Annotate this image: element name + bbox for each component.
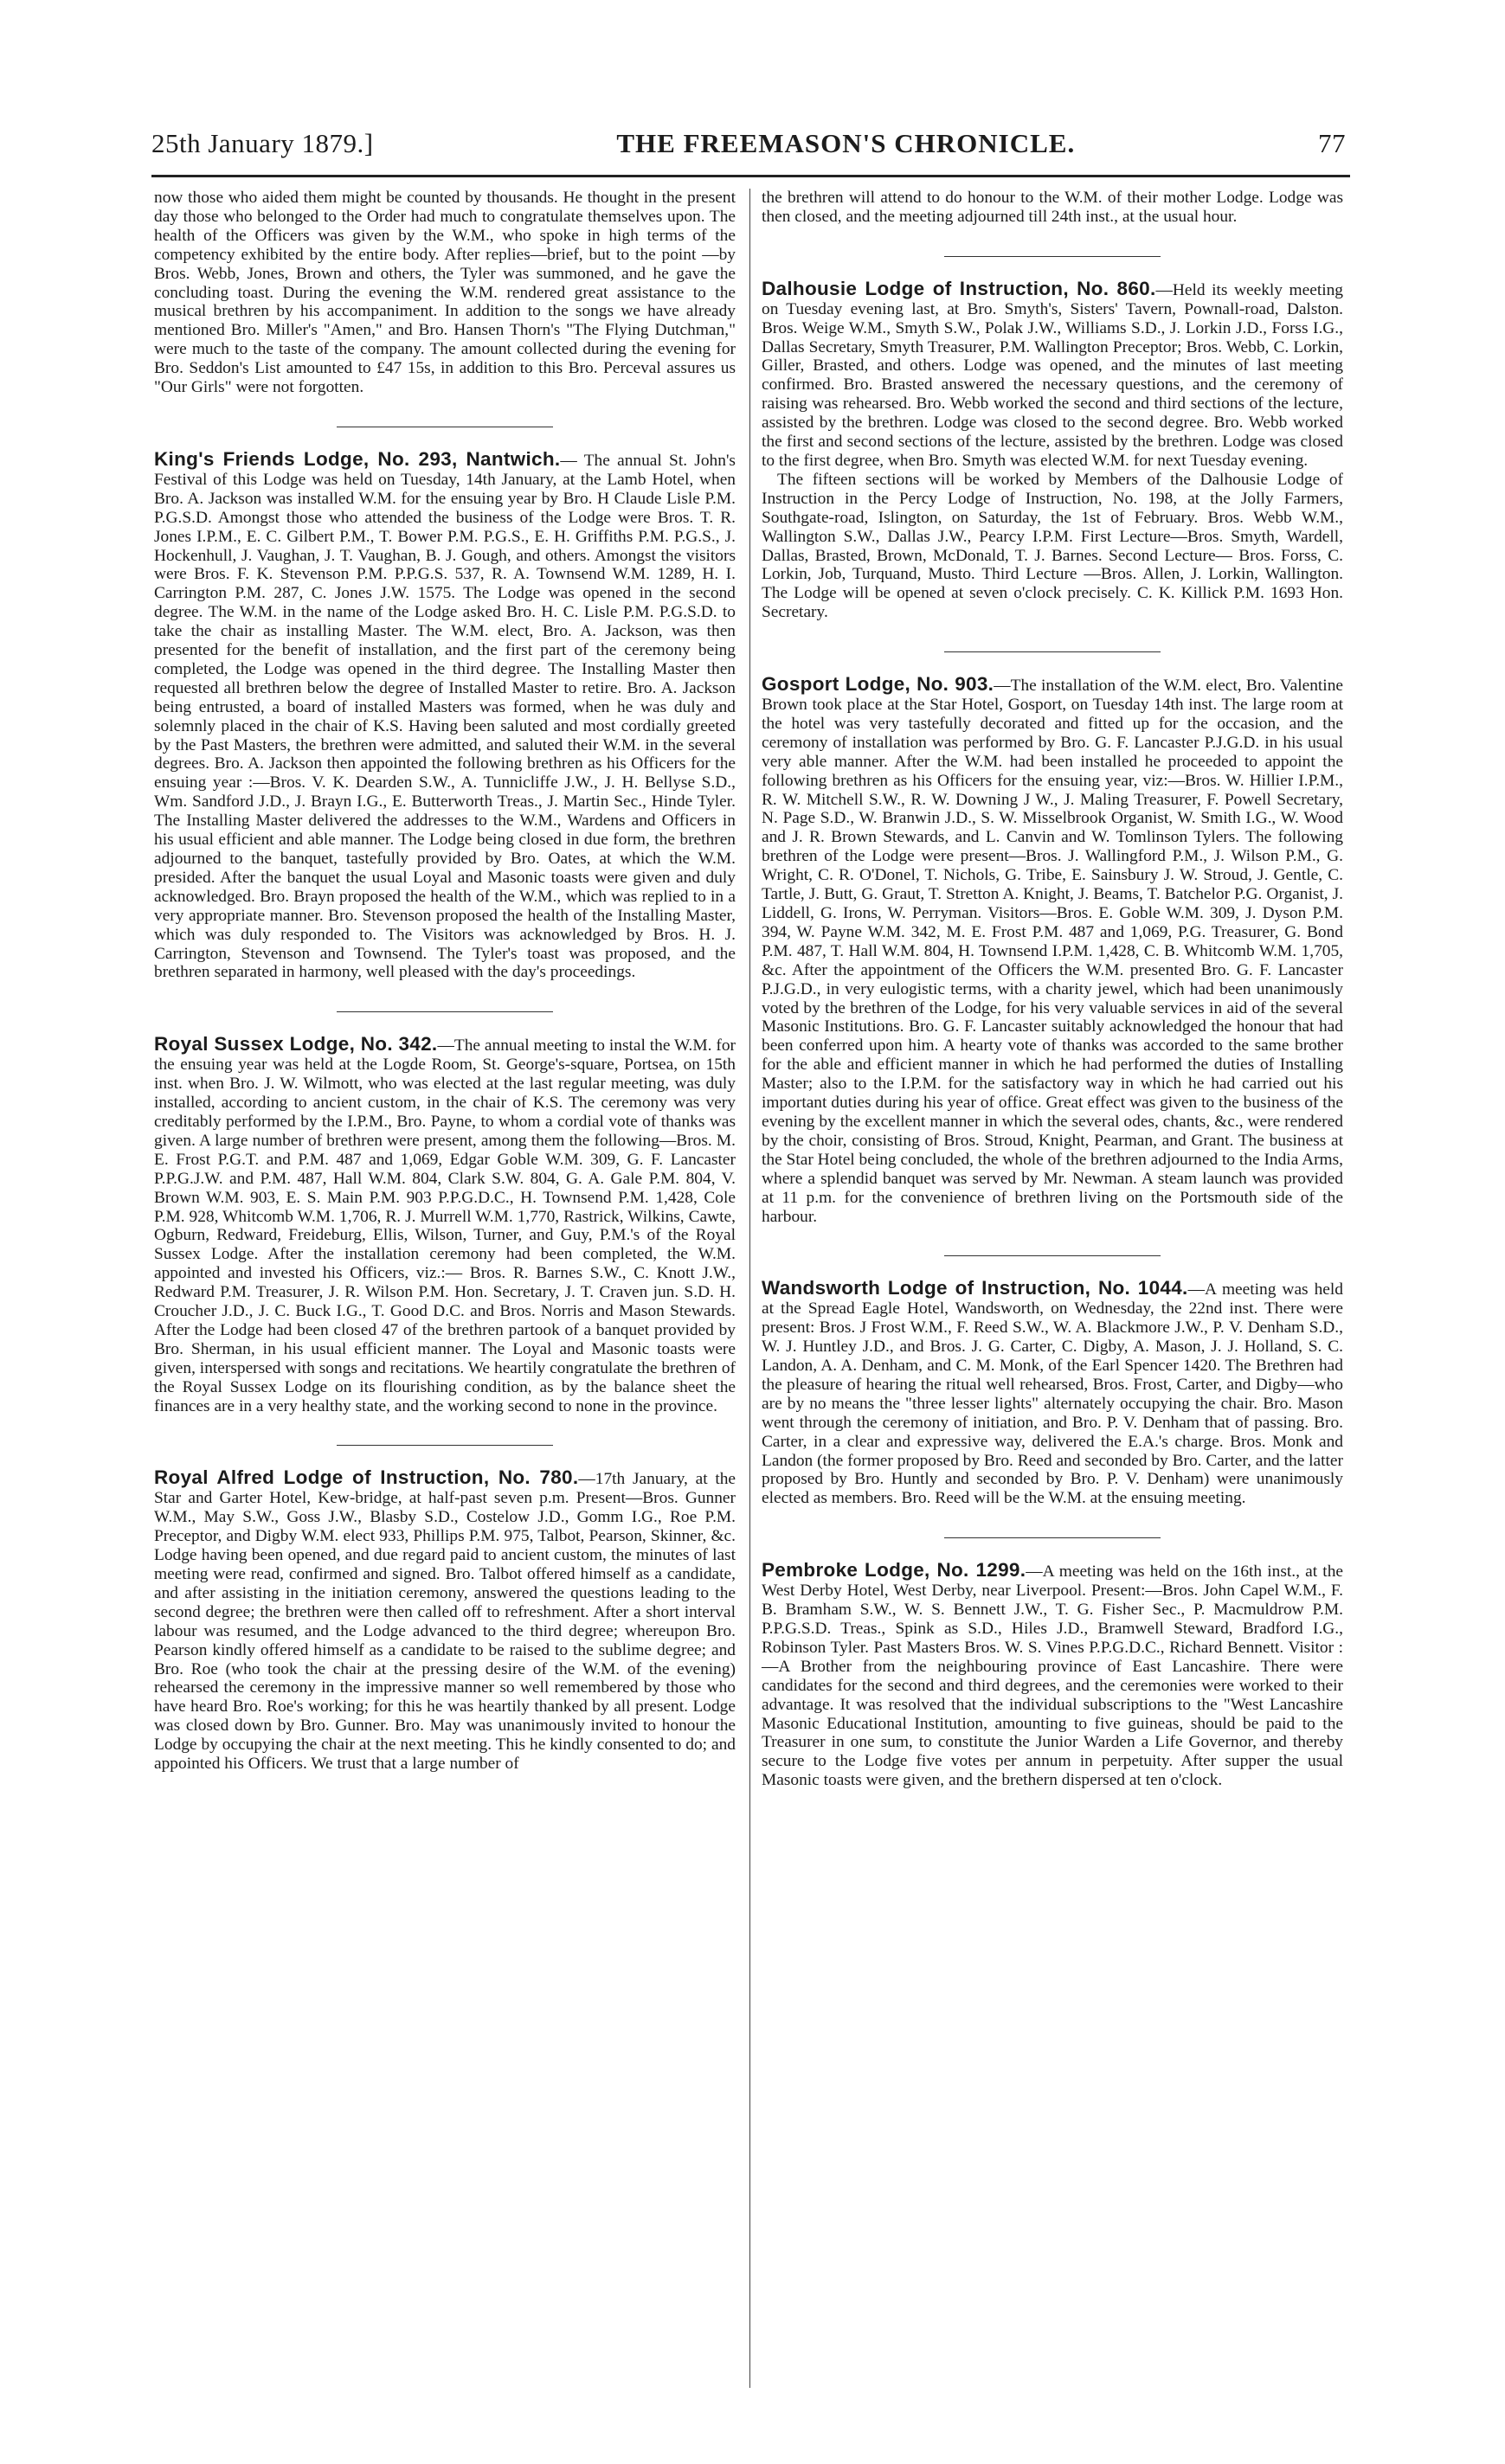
article-title: Royal Alfred Lodge of Instruction, No. 780. xyxy=(154,1466,579,1489)
header-date: 25th January 1879.] xyxy=(151,128,374,158)
article-separator xyxy=(944,1537,1161,1538)
article-separator xyxy=(337,1011,553,1012)
article-body: —A meeting was held at the Spread Eagle Hotel, Wandsworth, on Wednesday, the 22nd inst. There were present: Bros. J Frost W.M., F. Reed S.W., W. A. Blackmore J.W., P. V. Denham S.D., W. J. Huntley J.D., and Bros. J. G. Carter, C. Digby, A. Mason, J. J. Holland, S. C. Landon, A. A. Denham, and C. M. Monk, of the Earl Spencer 1420. The Brethren had the pleasure of hearing the ritual well rehearsed, Bros. Frost, Carter, and Digby—who are by no means the "three lesser lights" alternately occupying the chair. Bro. Mason went through the ceremony of initiation, and Bro. P. V. Denham that of passing. Bro. Carter, in a clear and expressive way, delivered the E.A.'s charge. Bros. Monk and Landon (the former proposed by Bro. Reed and seconded by Bro. Carter, and the latter proposed by Bro. Huntly and seconded by Bro. P. V. Denham) were unanimously elected as members. Bro. Reed will be the W.M. at the ensuing meeting. xyxy=(762,1280,1343,1508)
right-column xyxy=(762,189,1343,1790)
article-title: Gosport Lodge, No. 903. xyxy=(762,673,994,696)
article-title: King's Friends Lodge, No. 293, Nantwich. xyxy=(154,447,561,470)
article-body: —The installation of the W.M. elect, Bro. Valentine Brown took place at the Star Hotel, Gosport, on Tuesday 14th inst. The large room at the hotel was very tastefully decorated and fitted up for the occasion, and the ceremony of installation was performed by Bro. G. F. Lancaster P.J.G.D. in his usual very able manner. After the W.M. had been installed he proceeded to appoint the following brethren as his Officers for the ensuing year, viz:—Bros. W. Hillier I.P.M., R. W. Mitchell S.W., R. W. Downing J W., J. Maling Treasurer, F. Powell Secretary, N. Page S.D., W. Branwin J.D., S. W. Misselbrook Organist, W. Smith I.G., W. Wood and J. R. Brown Stewards, and L. Canvin and W. Tomlinson Tylers. The following brethren of the Lodge were present—Bros. J. Wallingford P.M., J. Wilson P.M., G. Wright, C. R. O'Donel, T. Nichols, G. Tribe, E. Sainsbury J. W. Stroud, J. Gentle, C. Tartle, J. Butt, G. Graut, T. Stretton A. Knight, J. Beams, T. Batchelor P.G. Organist, J. Liddell, G. Irons, W. Perryman. Visitors—Bros. E. Goble W.M. 309, J. Dyson P.M. 394, W. Payne W.M. 342, M. E. Frost P.M. 487 and 1,069, P.G. Treasurer, G. Bond P.M. 487, T. Hall W.M. 804, H. Townsend I.P.M. 1,428, C. B. Whitcomb W.M. 1,705, &c. After the appointment of the Officers the W.M. presented Bro. G. F. Lancaster P.J.G.D., in very eulogistic terms, with a charity jewel, which had been unanimously voted by the brethren of the Lodge, for his very valuable services in aid of the several Masonic Institutions. Bro. G. F. Lancaster suitably acknowledged the honour that had been conferred upon him. A hearty vote of thanks was accorded to the same brother for the able and efficient manner in which he had performed the duties of Installing Master; also to the I.P.M. for the satisfactory way in which he had carried out his important duties during his year of office. Great effect was given to the business of the evening by the excellent manner in which the several odes, chants, &c., were rendered by the choir, consisting of Bros. Stroud, Knight, Pearman, and Grant. The business at the Star Hotel being concluded, the whole of the brethren adjourned to the India Arms, where a splendid banquet was served by Mr. Newman. A steam launch was provided at 11 p.m. for the convenience of brethren living on the Portsmouth side of the harbour. xyxy=(762,677,1344,1226)
article-title: Pembroke Lodge, No. 1299. xyxy=(762,1559,1026,1582)
article-separator xyxy=(337,1445,553,1446)
article-body: —The annual meeting to instal the W.M. for the ensuing year was held at the Logde Room, St. George's-square, Portsea, on 15th inst. when Bro. J. W. Wilmott, who was elected at the last regular meeting, was duly installed, according to ancient custom, in the chair of K.S. The ceremony was very creditably performed by the I.P.M., Bro. Payne, to whom a cordial vote of thanks was given. A large number of brethren were present, among them the following—Bros. M. E. Frost P.G.T. and P.M. 487 and 1,069, Edgar Goble W.M. 309, G. F. Lancaster P.P.G.J.W. and P.M. 487, Hall W.M. 804, Clark S.W. 804, G. A. Gale P.M. 804, V. Brown W.M. 903, E. S. Main P.M. 903 P.P.G.D.C., H. Townsend P.M. 1,428, Cole P.M. 928, Whitcomb W.M. 1,706, R. J. Murrell W.M. 1,770, Rastrick, Wilkins, Cawte, Ogburn, Redward, Freideburg, Ellis, Wilson, Turner, and Guy, P.M.'s of the Royal Sussex Lodge. After the installation ceremony had been completed, the W.M. appointed and invested his Officers, viz.:— Bros. R. Barnes S.W., C. Knott J.W., Redward P.M. Treasurer, J. R. Wilson P.M. Hon. Secretary, J. T. Craven jun. S.D. H. Croucher J.D., J. C. Buck I.G., T. Good D.C. and Bros. Norris and Mason Stewards. After the Lodge had been closed 47 of the brethren partook of a banquet provided by Bro. Sherman, in his usual efficient manner. The Loyal and Masonic toasts were given, interspersed with songs and recitations. We heartily congratulate the brethren of the Royal Sussex Lodge on its flourishing condition, as by the balance sheet the finances are in a very healthy state, and the working second to none in the province. xyxy=(154,1036,736,1415)
continued-text: now those who aided them might be counted by thousands. He thought in the present day those who belonged to the Order had much to congratulate themselves upon. The health of the Officers was given by the W.M., who spoke in high terms of the competency exhibited by the entire body. After replies—brief, but to the point —by Bros. Webb, Jones, Brown and others, the Tyler was summoned, and he gave the concluding toast. During the evening the W.M. rendered great assistance to the musical brethren by his accompaniment. In addition to the songs we have already mentioned Bro. Miller's "Amen," and Bro. Hansen Thorn's "The Flying Dutchman," were much to the taste of the company. The amount collected during the evening for Bro. Seddon's List amounted to £47 15s, in addition to this Bro. Perceval assures us "Our Girls" were not forgotten. xyxy=(154,189,736,397)
article-body: —A meeting was held on the 16th inst., at the West Derby Hotel, West Derby, near Liverpool. Present:—Bros. John Capel W.M., F. B. Bramham S.W., W. S. Bennett J.W., T. G. Fisher Sec., P. Macmuldrow P.M. P.P.G.S.D. Treas., Spink as S.D., Hiles J.D., Bramwell Steward, Bradford I.G., Robinson Tyler. Past Masters Bros. W. S. Vines P.P.G.D.C., Richard Bennett. Visitor :—A Brother from the neighbouring province of East Lancashire. There were candidates for the second and third degrees, and the ceremonies were worked to their advantage. It was resolved that the individual subscriptions to the "West Lancashire Masonic Educational Institution, amounting to five guineas, should be paid to the Treasurer in one sum, to constitute the Junior Warden a Life Governor, and thereby secure to the Lodge five votes per annum in perpetuity. After supper the usual Masonic toasts were given, and the brethern dispersed at ten o'clock. xyxy=(762,1562,1343,1790)
column-divider xyxy=(749,189,750,2388)
article-body: — The annual St. John's Festival of this Lodge was held on Tuesday, 14th January, at the Lamb Hotel, when Bro. A. Jackson was installed W.M. for the ensuing year by Bro. H Claude Lisle P.M. P.G.S.D. Amongst those who attended the business of the Lodge were Bros. T. R. Jones I.P.M., E. C. Gilbert P.M., T. Bower P.M. P.G.S., E. H. Griffiths P.M. P.G.S., J. Hockenhull, J. Vaughan, J. T. Vaughan, B. J. Gough, and others. Amongst the visitors were Bros. F. K. Stevenson P.M. P.P.G.S. 537, R. A. Townsend W.M. 1289, H. I. Carrington P.M. 287, C. Jones J.W. 1575. The Lodge was opened in the second degree. The W.M. in the name of the Lodge asked Bro. H. C. Lisle P.M. P.G.S.D. to take the chair as installing Master. The W.M. elect, Bro. A. Jackson, was then presented for the benefit of installation, and the first part of the ceremony being completed, the Lodge was opened in the third degree. The Installing Master then requested all brethren below the degree of Installed Master to retire. Bro. A. Jackson being entrusted, a board of installed Masters was formed, when he was duly and solemnly placed in the chair of K.S. Having been saluted and most cordially greeted by the Past Masters, the brethren were admitted, and saluted their W.M. in the several degrees. Bro. A. Jackson then appointed the following brethren as his Officers for the ensuing year :—Bros. V. K. Dearden S.W., A. Tunnicliffe J.W., J. H. Bellyse S.D., Wm. Sandford J.D., J. Brayn I.G., E. Butterworth Treas., J. Martin Sec., Hinde Tyler. The Installing Master delivered the addresses to the W.M., Wardens and Officers in his usual efficient and able manner. The Lodge being closed in due form, the brethren adjourned to the banquet, tastefully provided by Bro. Oates, at which the W.M. presided. After the banquet the usual Loyal and Masonic toasts were given and duly acknowledged. Bro. Brayn proposed the health of the W.M., which was replied to in a very appropriate manner. Bro. Stevenson proposed the health of the Installing Master, which was duly responded to. The Visitors was acknowledged by Bros. H. J. Carrington, Stevenson and Townsend. The Tyler's toast was proposed, and the brethren separated in harmony, well pleased with the day's proceedings. xyxy=(154,451,736,982)
page-header xyxy=(151,128,1346,168)
article-body: —17th January, at the Star and Garter Hotel, Kew-bridge, at half-past seven p.m. Present—Bros. Gunner W.M., May S.W., Goss J.W., Blasby S.D., Costelow J.D., Gomm I.G., Roe P.M. Preceptor, and Digby W.M. elect 933, Phillips P.M. 975, Talbot, Pearson, Skinner, &c. Lodge having been opened, and due regard paid to ancient custom, the minutes of last meeting were read, confirmed and signed. Bro. Talbot offered himself as a candidate, and after assisting in the initiation ceremony, answered the questions leading to the second degree; the brethren were then called off to refreshment. After a short interval labour was resumed, and the Lodge advanced to the third degree; whereupon Bro. Pearson kindly offered himself as a candidate to be raised to the sublime degree; and Bro. Roe (who took the chair at the pressing desire of the W.M. of the evening) rehearsed the ceremony in the impressive manner so well remembered by those who have heard Bro. Roe's working; for this he was heartily thanked by all present. Lodge was closed down by Bro. Gunner. Bro. May was unanimously invited to honour the Lodge by occupying the chair at the next meeting. This he kindly consented to do; and appointed his Officers. We trust that a large number of xyxy=(154,1470,736,1774)
article-title: Royal Sussex Lodge, No. 342. xyxy=(154,1033,438,1056)
article-body-paragraph: The fifteen sections will be worked by Members of the Dalhousie Lodge of Instruction in the Percy Lodge of Instruction, No. 198, at the Jolly Farmers, Southgate-road, Islington, on Saturday, the 1st of February. Bros. Webb W.M., Wallington S.W., Dallas J.W., Pearcy I.P.M. First Lecture—Bros. Smyth, Wardell, Dallas, Brasted, Brown, McDonald, T. J. Barnes. Second Lecture— Bros. Forss, C. Lorkin, Job, Turquand, Musto. Third Lecture —Bros. Allen, J. Lorkin, Wallington. The Lodge will be opened at seven o'clock precisely. C. K. Killick P.M. 1693 Hon. Secretary. xyxy=(762,470,1343,622)
publication-title: THE FREEMASON'S CHRONICLE. xyxy=(616,128,1076,158)
page-number: 77 xyxy=(1317,128,1346,158)
article-title: Wandsworth Lodge of Instruction, No. 1044. xyxy=(762,1277,1188,1299)
article-separator xyxy=(944,1255,1161,1256)
article-body: —Held its weekly meeting on Tuesday evening last, at Bro. Smyth's, Sisters' Tavern, Pownall-road, Dalston. Bros. Weige W.M., Smyth S.W., Polak J.W., Williams S.D., J. Lorkin J.D., Forss I.G., Dallas Secretary, Smyth Treasurer, P.M. Wallington Preceptor; Bros. Webb, C. Lorkin, Giller, Brasted, and others. Lodge was opened, and the minutes of last meeting confirmed. Bro. Brasted answered the necessary questions, and the ceremony of raising was rehearsed. Bro. Webb worked the second and third sections of the lecture, assisted by the brethren. Lodge was closed to the second degree. Bro. Webb worked the first and second sections of the lecture, assisted by the brethren. Lodge was closed to the first degree, when Bro. Smyth was elected W.M. for next Tuesday evening. xyxy=(762,280,1343,470)
left-column xyxy=(154,189,736,1774)
article-title: Dalhousie Lodge of Instruction, No. 860. xyxy=(762,277,1156,299)
continued-text: the brethren will attend to do honour to the W.M. of their mother Lodge. Lodge was then closed, and the meeting adjourned till 24th inst., at the usual hour. xyxy=(762,189,1343,226)
header-rule xyxy=(151,175,1350,177)
article-separator xyxy=(944,256,1161,257)
article-separator xyxy=(944,651,1161,652)
